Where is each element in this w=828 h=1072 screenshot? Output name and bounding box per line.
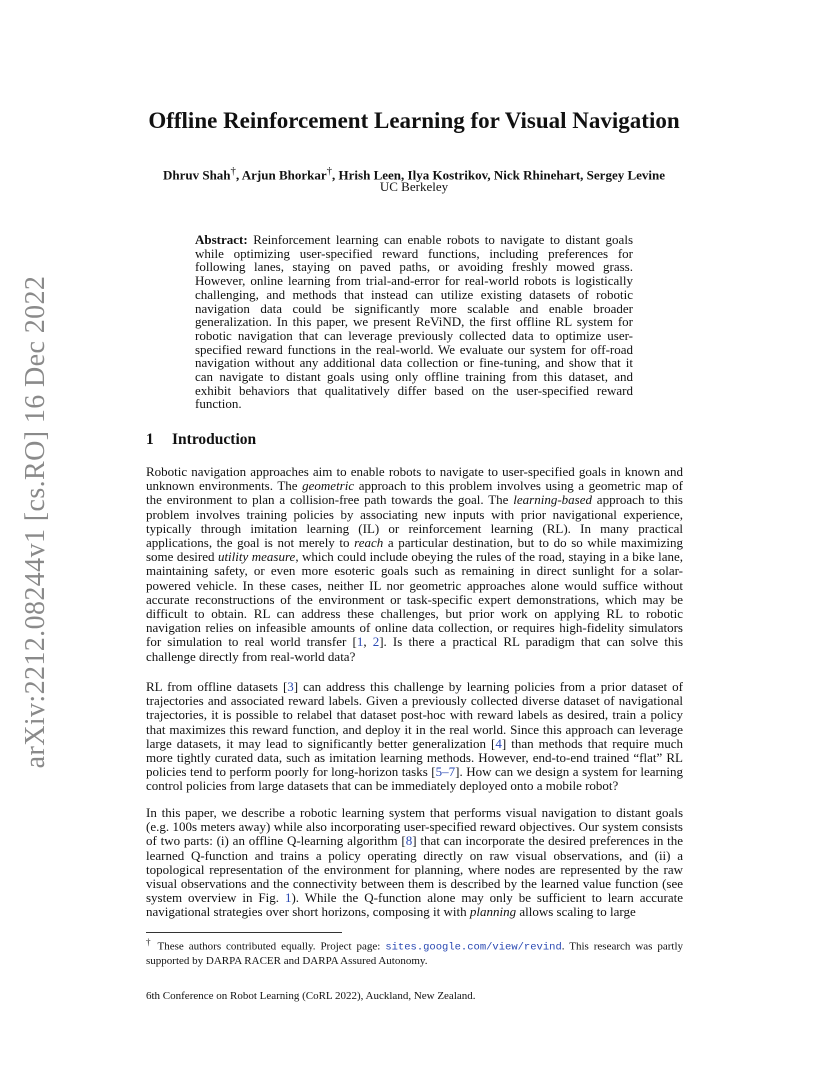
project-page-link[interactable]: sites.google.com/view/revind <box>385 941 562 954</box>
author-name: Dhruv Shah <box>162 167 231 183</box>
section-heading <box>146 431 256 449</box>
paper-title: Offline Reinforcement Learning for Visual Navigation <box>148 108 680 133</box>
footnote-mark: † <box>146 937 153 947</box>
body-text: approach to this problem involves training policies by associating new inputs with prior navigational experience, typically through imitation learning (IL) or reinforcement learning (RL). In many practical applications, the goal is not merely to <box>146 492 683 551</box>
emphasis-text: utility measure <box>217 549 296 565</box>
body-text: ] that can incorporate the desired preferences in the learned Q-function and trains a policy operating directly on raw visual observations, and (ii) a topological representation of the environment for planning, where nodes are represented by the raw visual observations and the connectivity between them is described by the learned value function (see system overview in Fig. <box>146 833 683 906</box>
footnote-divider <box>146 932 342 933</box>
abstract-text: Reinforcement learning can enable robots to navigate to distant goals while optimizing user-specified reward functions, including preferences for following lanes, staying on paved paths, or avoiding freshly mowed grass. However, online learning from trial-and-error for real-world robots is logistically challenging, and methods that instead can utilize existing datasets of robotic navigation data could be significantly more scalable and enable broader generalization. In this paper, we present ReViND, the first offline RL system for robotic navigation that can leverage previously collected data to optimize user-specified reward functions in the real-world. We evaluate our system for off-road navigation without any additional data collection or fine-tuning, and show that it can navigate to distant goals using only offline training from this dataset, and exhibit behaviors that qualitatively differ based on the user-specified reward function. <box>195 232 633 412</box>
author-mark: † <box>230 165 236 177</box>
emphasis-text: reach <box>354 535 384 551</box>
author-name: Hrish Leen <box>338 167 402 183</box>
body-text: ]. How can we design a system for learning control policies from large datasets that can be immediately deployed onto a mobile robot? <box>146 764 683 794</box>
citation-link[interactable]: 4 <box>495 735 502 751</box>
body-text: allows scaling to large <box>516 904 636 920</box>
venue-note: 6th Conference on Robot Learning (CoRL 2022), Auckland, New Zealand. <box>146 990 476 1002</box>
citation-link[interactable]: 1 <box>284 890 292 906</box>
emphasis-text: planning <box>469 904 517 920</box>
body-text: a particular destination, but to do so while maximizing some desired <box>146 535 683 565</box>
footnote <box>146 936 683 969</box>
author-list: Dhruv Shah†, Arjun Bhorkar†, Hrish Leen, Ilya Kostrikov, Nick Rhinehart, Sergey Levine <box>162 165 666 183</box>
section-title: Introduction <box>172 431 257 448</box>
body-text: ] than methods that require much more tightly curated data, such as imitation learning methods. However, end-to-end trained “flat” RL policies tend to perform poorly for long-horizon tasks [ <box>146 735 683 780</box>
section-number: 1 <box>146 431 154 448</box>
abstract <box>195 233 633 411</box>
body-text: , which could include obeying the rules of the road, staying in a bike lane, maintaining safety, or even more esoteric goals such as remaining in direct sunlight for a solar-powered vehicle. In these cases, neither IL nor geometric approaches alone would suffice without accurate reconstructions of the environment or task-specific expert demonstrations, which may be difficult to obtain. RL can address these challenges, but prior work on applying RL to robotic navigation relies on infeasible amounts of online data collection, or requires high-fidelity simulators for simulation to real world transfer [ <box>146 549 683 650</box>
body-text: ). While the Q-function alone may only be sufficient to learn accurate navigational strategies over short horizons, composing it with <box>146 890 683 920</box>
emphasis-text: learning-based <box>513 492 592 508</box>
body-text: ]. Is there a practical RL paradigm that can solve this challenge directly from real-world data? <box>146 634 683 664</box>
citation-link[interactable]: 5–7 <box>435 764 456 780</box>
citation-link[interactable]: 3 <box>287 679 294 694</box>
body-text: RL from offline datasets [ <box>146 679 288 694</box>
affiliation: UC Berkeley <box>379 179 449 194</box>
footnote-text-after: . This research was partly supported by DARPA RACER and DARPA Assured Autonomy. <box>146 940 684 968</box>
abstract-label: Abstract: <box>195 232 248 247</box>
emphasis-text: geometric <box>302 478 355 494</box>
footnote-text-before: These authors contributed equally. Project page: <box>152 940 386 953</box>
body-text: Robotic navigation approaches aim to enable robots to navigate to user-specified goals in known and unknown environments. The <box>146 464 683 494</box>
arxiv-identifier: arXiv:2212.08244v1 [cs.RO] 16 Dec 2022 <box>20 275 51 769</box>
intro-paragraph-1 <box>146 465 683 664</box>
arxiv-sidebar-stamp <box>6 275 66 769</box>
intro-paragraph-3 <box>146 806 683 920</box>
intro-paragraph-2 <box>146 680 683 794</box>
body-text: ] can address this challenge by learning policies from a prior dataset of trajectories and associated reward labels. Given a previously collected diverse dataset of navigational trajectories, it is possible to relabel that dataset post-hoc with reward labels as desired, train a policy that maximizes this reward function, and deploy it in the real world. Since this approach can leverage large datasets, it may lead to significantly better generalization [ <box>146 679 683 751</box>
body-text: In this paper, we describe a robotic learning system that performs visual navigation to distant goals (e.g. 100s meters away) while also incorporating user-specified reward objectives. Our system consists of two parts: (i) an offline Q-learning algorithm [ <box>146 805 683 849</box>
body-text: , <box>363 634 373 650</box>
citation-link[interactable]: 8 <box>405 833 413 849</box>
author-mark: † <box>326 165 333 177</box>
citation-link[interactable]: 2 <box>372 634 380 650</box>
author-name: Arjun Bhorkar <box>241 167 327 183</box>
author-name: Ilya Kostrikov <box>407 167 488 183</box>
citation-link[interactable]: 1 <box>356 634 364 650</box>
author-name: Sergey Levine <box>586 167 666 183</box>
body-text: approach to this problem involves using a geometric map of the environment to plan a collision-free path towards the goal. The <box>146 478 683 508</box>
author-name: Nick Rhinehart <box>493 167 581 183</box>
